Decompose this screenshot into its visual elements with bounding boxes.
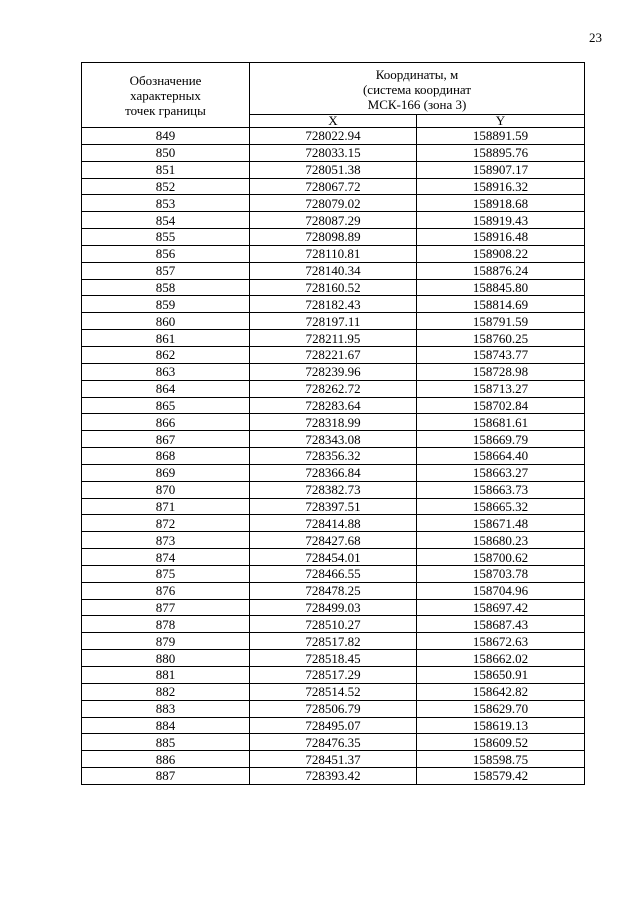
table-row <box>82 498 585 515</box>
table-row <box>82 616 585 633</box>
y-coordinate-cell: 158919.43 <box>417 212 585 229</box>
table-row <box>82 633 585 650</box>
y-coordinate-cell: 158895.76 <box>417 144 585 161</box>
table-row <box>82 178 585 195</box>
y-coordinate-cell: 158664.40 <box>417 448 585 465</box>
x-coordinate-cell: 728454.01 <box>250 549 417 566</box>
y-coordinate-cell: 158663.27 <box>417 464 585 481</box>
point-id-cell: 885 <box>82 734 250 751</box>
point-id-cell: 849 <box>82 128 250 145</box>
x-coordinate-cell: 728478.25 <box>250 582 417 599</box>
table-row <box>82 650 585 667</box>
point-id-cell: 871 <box>82 498 250 515</box>
table-row <box>82 229 585 246</box>
point-id-cell: 861 <box>82 330 250 347</box>
x-coordinate-cell: 728343.08 <box>250 431 417 448</box>
table-row <box>82 431 585 448</box>
table-row <box>82 549 585 566</box>
table-row <box>82 734 585 751</box>
point-id-cell: 875 <box>82 565 250 582</box>
x-axis-header: X <box>250 115 417 128</box>
table-row <box>82 262 585 279</box>
x-coordinate-cell: 728476.35 <box>250 734 417 751</box>
point-id-cell: 867 <box>82 431 250 448</box>
x-coordinate-cell: 728067.72 <box>250 178 417 195</box>
table-row <box>82 245 585 262</box>
x-coordinate-cell: 728427.68 <box>250 532 417 549</box>
x-coordinate-cell: 728022.94 <box>250 128 417 145</box>
y-coordinate-cell: 158650.91 <box>417 667 585 684</box>
y-coordinate-cell: 158743.77 <box>417 346 585 363</box>
x-coordinate-cell: 728517.82 <box>250 633 417 650</box>
y-coordinate-cell: 158663.73 <box>417 481 585 498</box>
x-coordinate-cell: 728510.27 <box>250 616 417 633</box>
point-id-cell: 858 <box>82 279 250 296</box>
table-row <box>82 448 585 465</box>
point-id-cell: 864 <box>82 380 250 397</box>
x-coordinate-cell: 728140.34 <box>250 262 417 279</box>
x-coordinate-cell: 728079.02 <box>250 195 417 212</box>
x-coordinate-cell: 728495.07 <box>250 717 417 734</box>
table-row <box>82 363 585 380</box>
x-coordinate-cell: 728182.43 <box>250 296 417 313</box>
x-coordinate-cell: 728221.67 <box>250 346 417 363</box>
table-row <box>82 161 585 178</box>
point-id-cell: 865 <box>82 397 250 414</box>
y-coordinate-cell: 158671.48 <box>417 515 585 532</box>
point-id-cell: 887 <box>82 768 250 785</box>
x-coordinate-cell: 728466.55 <box>250 565 417 582</box>
point-id-cell: 884 <box>82 717 250 734</box>
y-coordinate-cell: 158907.17 <box>417 161 585 178</box>
x-coordinate-cell: 728098.89 <box>250 229 417 246</box>
table-header <box>82 63 585 128</box>
point-id-cell: 870 <box>82 481 250 498</box>
x-coordinate-cell: 728518.45 <box>250 650 417 667</box>
y-coordinate-cell: 158891.59 <box>417 128 585 145</box>
y-coordinate-cell: 158669.79 <box>417 431 585 448</box>
y-coordinate-cell: 158908.22 <box>417 245 585 262</box>
point-id-cell: 869 <box>82 464 250 481</box>
header-row-main <box>82 63 585 115</box>
table-body <box>82 128 585 785</box>
table-row <box>82 768 585 785</box>
x-coordinate-cell: 728451.37 <box>250 751 417 768</box>
y-axis-header: Y <box>417 115 585 128</box>
table-row <box>82 481 585 498</box>
point-id-cell: 877 <box>82 599 250 616</box>
point-id-cell: 878 <box>82 616 250 633</box>
y-coordinate-cell: 158918.68 <box>417 195 585 212</box>
x-coordinate-cell: 728517.29 <box>250 667 417 684</box>
table-row <box>82 296 585 313</box>
y-coordinate-cell: 158665.32 <box>417 498 585 515</box>
y-coordinate-cell: 158629.70 <box>417 700 585 717</box>
y-coordinate-cell: 158642.82 <box>417 683 585 700</box>
coordinates-table <box>81 62 585 785</box>
point-id-cell: 852 <box>82 178 250 195</box>
point-id-cell: 855 <box>82 229 250 246</box>
table-row <box>82 700 585 717</box>
y-coordinate-cell: 158713.27 <box>417 380 585 397</box>
point-id-cell: 862 <box>82 346 250 363</box>
x-coordinate-cell: 728366.84 <box>250 464 417 481</box>
point-id-cell: 874 <box>82 549 250 566</box>
point-id-cell: 850 <box>82 144 250 161</box>
x-coordinate-cell: 728262.72 <box>250 380 417 397</box>
y-coordinate-cell: 158609.52 <box>417 734 585 751</box>
x-coordinate-cell: 728356.32 <box>250 448 417 465</box>
y-coordinate-cell: 158700.62 <box>417 549 585 566</box>
y-coordinate-cell: 158680.23 <box>417 532 585 549</box>
coordinates-group-header: Координаты, м (система координат МСК-166 (зона 3) <box>250 63 585 115</box>
y-coordinate-cell: 158728.98 <box>417 363 585 380</box>
point-id-cell: 886 <box>82 751 250 768</box>
table-row <box>82 464 585 481</box>
x-coordinate-cell: 728087.29 <box>250 212 417 229</box>
table-row <box>82 195 585 212</box>
table-row <box>82 683 585 700</box>
x-coordinate-cell: 728499.03 <box>250 599 417 616</box>
y-coordinate-cell: 158687.43 <box>417 616 585 633</box>
point-id-cell: 880 <box>82 650 250 667</box>
point-id-cell: 860 <box>82 313 250 330</box>
point-id-cell: 863 <box>82 363 250 380</box>
table-row <box>82 128 585 145</box>
point-id-cell: 879 <box>82 633 250 650</box>
table-row <box>82 582 585 599</box>
table-row <box>82 397 585 414</box>
page-number: 23 <box>589 30 602 45</box>
table-row <box>82 414 585 431</box>
y-coordinate-cell: 158579.42 <box>417 768 585 785</box>
point-id-cell: 881 <box>82 667 250 684</box>
x-coordinate-cell: 728239.96 <box>250 363 417 380</box>
point-id-cell: 872 <box>82 515 250 532</box>
y-coordinate-cell: 158845.80 <box>417 279 585 296</box>
y-coordinate-cell: 158704.96 <box>417 582 585 599</box>
point-label-header: Обозначение характерных точек границы <box>82 63 250 128</box>
x-coordinate-cell: 728197.11 <box>250 313 417 330</box>
y-coordinate-cell: 158662.02 <box>417 650 585 667</box>
point-id-cell: 873 <box>82 532 250 549</box>
y-coordinate-cell: 158876.24 <box>417 262 585 279</box>
y-coordinate-cell: 158702.84 <box>417 397 585 414</box>
table-row <box>82 313 585 330</box>
x-coordinate-cell: 728160.52 <box>250 279 417 296</box>
table-row <box>82 565 585 582</box>
y-coordinate-cell: 158697.42 <box>417 599 585 616</box>
x-coordinate-cell: 728033.15 <box>250 144 417 161</box>
point-id-cell: 859 <box>82 296 250 313</box>
x-coordinate-cell: 728382.73 <box>250 481 417 498</box>
table-row <box>82 212 585 229</box>
table-row <box>82 380 585 397</box>
x-coordinate-cell: 728506.79 <box>250 700 417 717</box>
x-coordinate-cell: 728110.81 <box>250 245 417 262</box>
table-row <box>82 346 585 363</box>
table-row <box>82 751 585 768</box>
table-row <box>82 279 585 296</box>
point-id-cell: 883 <box>82 700 250 717</box>
y-coordinate-cell: 158760.25 <box>417 330 585 347</box>
y-coordinate-cell: 158681.61 <box>417 414 585 431</box>
x-coordinate-cell: 728393.42 <box>250 768 417 785</box>
table-row <box>82 330 585 347</box>
point-id-cell: 876 <box>82 582 250 599</box>
point-id-cell: 866 <box>82 414 250 431</box>
point-id-cell: 868 <box>82 448 250 465</box>
y-coordinate-cell: 158916.32 <box>417 178 585 195</box>
point-id-cell: 882 <box>82 683 250 700</box>
table-row <box>82 144 585 161</box>
point-id-cell: 856 <box>82 245 250 262</box>
table-row <box>82 599 585 616</box>
point-id-cell: 853 <box>82 195 250 212</box>
x-coordinate-cell: 728318.99 <box>250 414 417 431</box>
table-row <box>82 717 585 734</box>
table-row <box>82 515 585 532</box>
point-id-cell: 857 <box>82 262 250 279</box>
y-coordinate-cell: 158619.13 <box>417 717 585 734</box>
x-coordinate-cell: 728397.51 <box>250 498 417 515</box>
y-coordinate-cell: 158814.69 <box>417 296 585 313</box>
y-coordinate-cell: 158916.48 <box>417 229 585 246</box>
y-coordinate-cell: 158703.78 <box>417 565 585 582</box>
x-coordinate-cell: 728283.64 <box>250 397 417 414</box>
y-coordinate-cell: 158672.63 <box>417 633 585 650</box>
x-coordinate-cell: 728051.38 <box>250 161 417 178</box>
point-id-cell: 854 <box>82 212 250 229</box>
table-row <box>82 667 585 684</box>
y-coordinate-cell: 158598.75 <box>417 751 585 768</box>
x-coordinate-cell: 728211.95 <box>250 330 417 347</box>
x-coordinate-cell: 728414.88 <box>250 515 417 532</box>
table-row <box>82 532 585 549</box>
y-coordinate-cell: 158791.59 <box>417 313 585 330</box>
point-id-cell: 851 <box>82 161 250 178</box>
x-coordinate-cell: 728514.52 <box>250 683 417 700</box>
